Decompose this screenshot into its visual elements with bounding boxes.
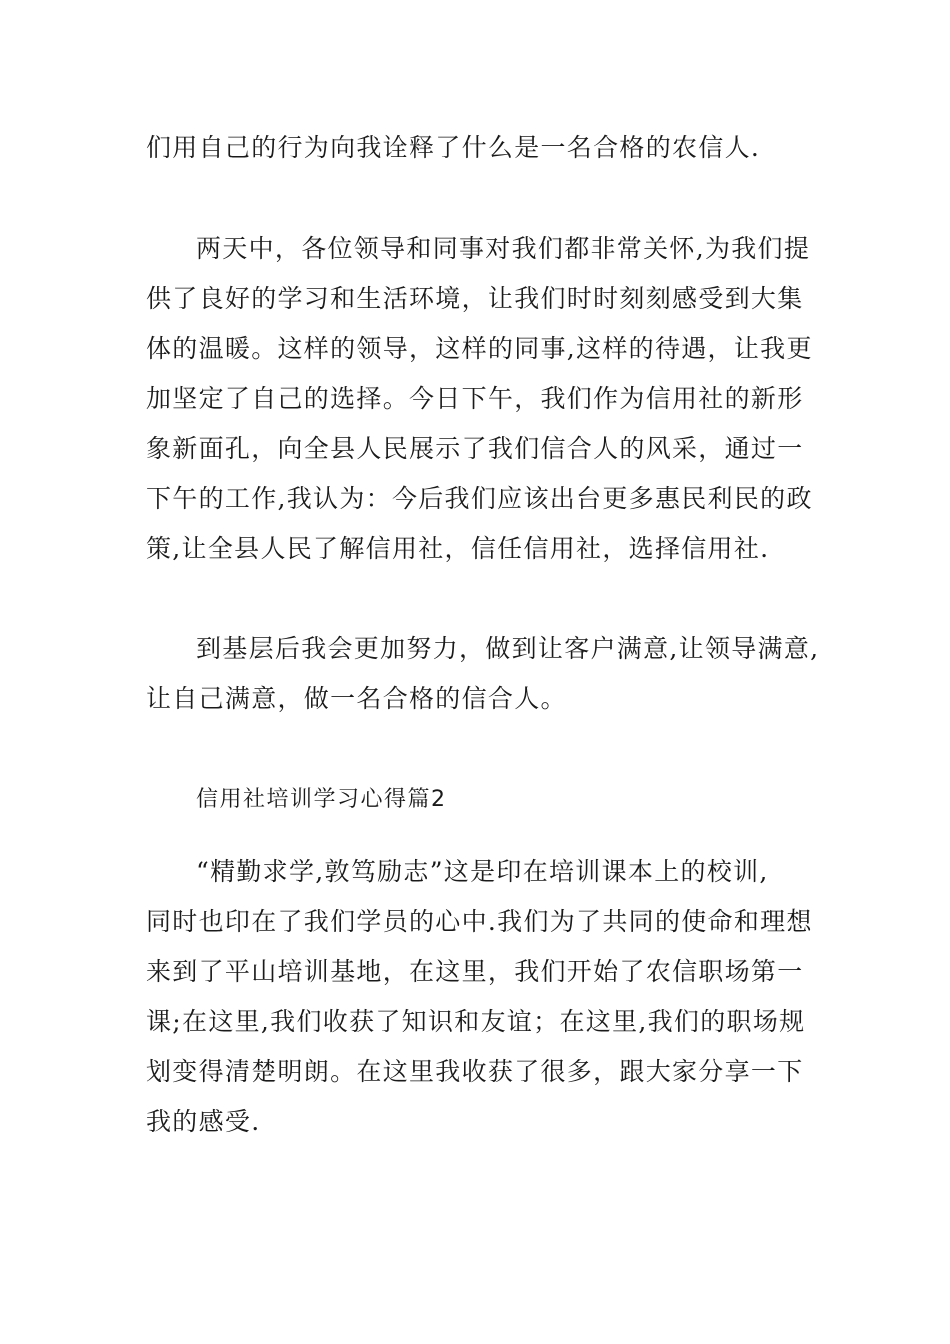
paragraph-3-line-1: 到基层后我会更加努力，做到让客户满意,让领导满意, [196, 634, 820, 663]
paragraph-2-line-2: 供了良好的学习和生活环境，让我们时时刻刻感受到大集 [146, 284, 804, 313]
paragraph-2-line-6: 下午的工作,我认为：今后我们应该出台更多惠民利民的政 [146, 484, 813, 513]
paragraph-5-line-4: 课;在这里,我们收获了知识和友谊；在这里,我们的职场规 [146, 1007, 806, 1036]
paragraph-5-line-1: “精勤求学,敦笃励志”这是印在培训课本上的校训, [196, 857, 769, 886]
paragraph-5-line-2: 同时也印在了我们学员的心中.我们为了共同的使命和理想 [146, 907, 813, 936]
paragraph-2-line-4: 加坚定了自己的选择。今日下午，我们作为信用社的新形 [146, 384, 804, 413]
section-heading: 信用社培训学习心得篇2 [196, 787, 447, 812]
paragraph-5-line-5: 划变得清楚明朗。在这里我收获了很多，跟大家分享一下 [146, 1057, 804, 1086]
paragraph-1-line-1: 们用自己的行为向我诠释了什么是一名合格的农信人. [146, 133, 761, 162]
paragraph-5-line-6: 我的感受. [146, 1107, 261, 1136]
paragraph-2-line-3: 体的温暖。这样的领导，这样的同事,这样的待遇，让我更 [146, 334, 813, 363]
paragraph-2-line-1: 两天中，各位领导和同事对我们都非常关怀,为我们提 [196, 234, 811, 263]
paragraph-5-line-3: 来到了平山培训基地，在这里，我们开始了农信职场第一 [146, 957, 804, 986]
paragraph-2-line-7: 策,让全县人民了解信用社，信任信用社，选择信用社. [146, 534, 770, 563]
paragraph-3-line-2: 让自己满意，做一名合格的信合人。 [146, 684, 567, 713]
paragraph-2-line-5: 象新面孔，向全县人民展示了我们信合人的风采，通过一 [146, 434, 804, 463]
